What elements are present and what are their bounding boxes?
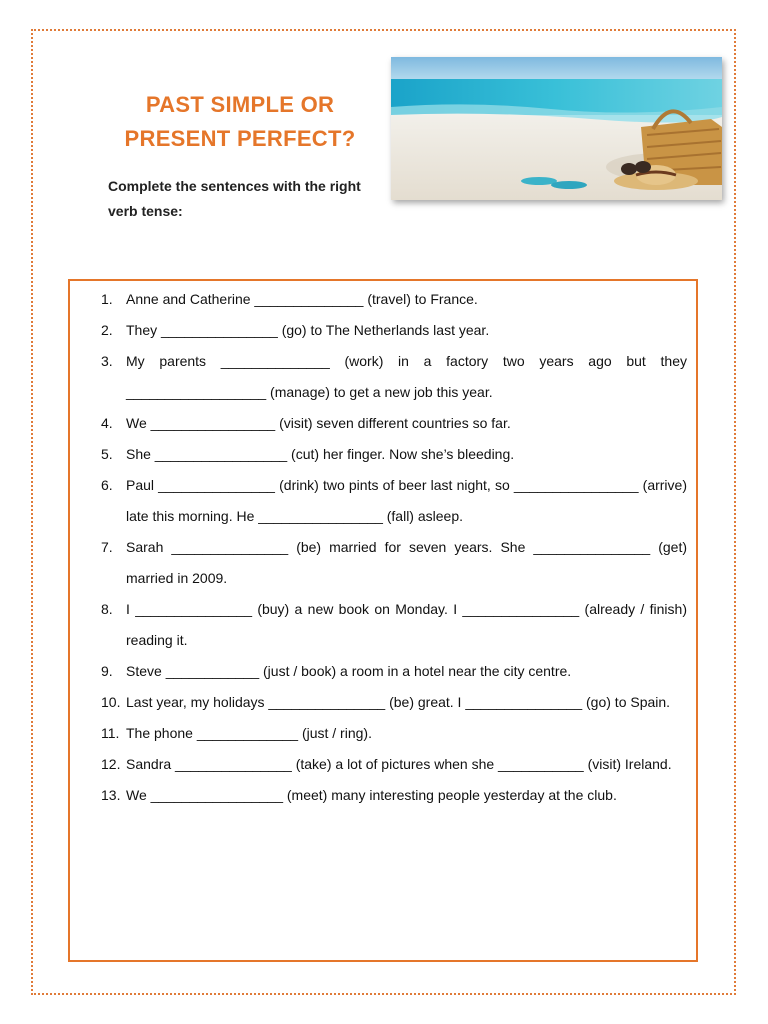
exercise-item-13	[101, 780, 687, 811]
item-number: 12.	[101, 756, 121, 772]
exercise-item-4	[101, 408, 687, 439]
item-text: Steve ____________ (just / book) a room in a hotel near the city centre.	[126, 663, 572, 679]
item-number: 9.	[101, 663, 113, 679]
worksheet-title	[95, 88, 385, 156]
item-text: She _________________ (cut) her finger. Now she’s bleeding.	[126, 446, 515, 462]
exercise-item-12	[101, 749, 687, 780]
exercise-item-1	[101, 284, 687, 315]
item-text: We ________________ (visit) seven different countries so far.	[126, 415, 511, 431]
item-number: 13.	[101, 787, 121, 803]
item-text: Last year, my holidays _______________ (be) great. I _______________ (go) to Spain.	[126, 694, 671, 710]
item-number: 4.	[101, 415, 113, 431]
item-text: Sarah _______________ (be) married for seven years. She _______________ (get) married in 2009.	[126, 539, 687, 586]
item-number: 3.	[101, 353, 113, 369]
item-number: 8.	[101, 601, 113, 617]
exercise-item-2	[101, 315, 687, 346]
exercise-item-9	[101, 656, 687, 687]
exercise-item-10	[101, 687, 687, 718]
item-number: 10.	[101, 694, 121, 710]
exercise-item-5	[101, 439, 687, 470]
item-text: My parents ______________ (work) in a factory two years ago but they __________________ (manage) to get a new job this year.	[126, 353, 687, 400]
exercise-item-7	[101, 532, 687, 594]
exercise-item-8	[101, 594, 687, 656]
item-number: 1.	[101, 291, 113, 307]
beach-photo	[391, 57, 722, 200]
exercise-list	[101, 284, 687, 811]
item-text: The phone _____________ (just / ring).	[126, 725, 372, 741]
title-line-2: PRESENT PERFECT?	[124, 126, 356, 151]
item-text: They _______________ (go) to The Netherlands last year.	[126, 322, 490, 338]
item-text: Paul _______________ (drink) two pints of beer last night, so ________________ (arrive) late this morning. He ________________ (fall) asleep.	[126, 477, 687, 524]
item-text: We _________________ (meet) many interesting people yesterday at the club.	[126, 787, 617, 803]
item-number: 11.	[101, 725, 120, 741]
item-number: 6.	[101, 477, 113, 493]
instructions-text: Complete the sentences with the right verb tense:	[108, 178, 361, 219]
item-text: I _______________ (buy) a new book on Monday. I _______________ (already / finish) reading it.	[126, 601, 687, 648]
item-number: 7.	[101, 539, 113, 555]
item-number: 2.	[101, 322, 113, 338]
exercise-item-11	[101, 718, 687, 749]
exercise-item-6	[101, 470, 687, 532]
item-text: Anne and Catherine ______________ (travel) to France.	[126, 291, 478, 307]
item-text: Sandra _______________ (take) a lot of pictures when she ___________ (visit) Ireland.	[126, 756, 672, 772]
item-number: 5.	[101, 446, 113, 462]
exercise-item-3	[101, 346, 687, 408]
title-line-1: PAST SIMPLE OR	[145, 92, 335, 117]
